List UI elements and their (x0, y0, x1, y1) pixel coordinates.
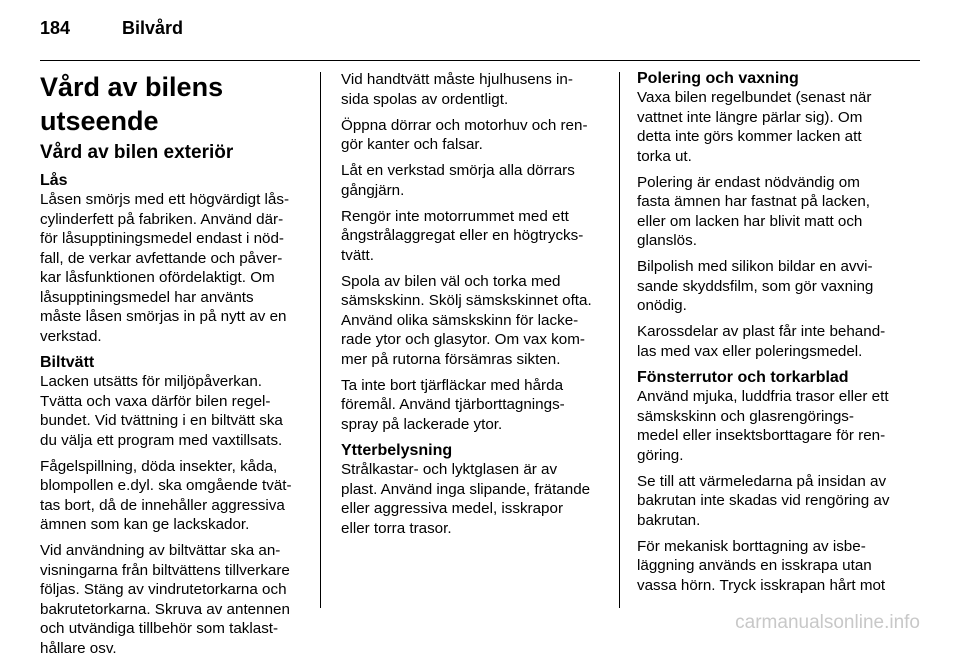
text-line: låsupptiningsmedel har använts (40, 288, 254, 306)
text-line: göring. (637, 446, 684, 464)
paragraph (341, 161, 609, 200)
paragraph (40, 190, 308, 346)
text-line: medel eller insektsborttagare för ren- (637, 427, 886, 444)
text-line: gångjärn. (341, 181, 405, 199)
text-line: Rengör inte motorrummet med ett (341, 207, 569, 225)
section-heading: Lås (40, 172, 68, 189)
paragraph (341, 70, 609, 109)
text-line: Tvätta och vaxa därför bilen regel- (40, 392, 271, 410)
text-line: för låsupptiningsmedel endast i nöd- (40, 230, 284, 247)
paragraph (341, 272, 609, 370)
text-line: du välja ett program med vaxtillsats. (40, 431, 283, 449)
paragraph (40, 372, 308, 450)
text-line: Vid användning av biltvättar ska an- (40, 542, 281, 559)
text-line: fall, de verkar avfettande och påver- (40, 249, 283, 267)
text-line: glanslös. (637, 232, 697, 249)
paragraph (341, 207, 609, 266)
text-line: och utvändiga tillbehör som taklast- (40, 620, 279, 637)
text-line: eller om lacken har blivit matt och (637, 212, 863, 230)
section-heading: Ytterbelysning (341, 442, 453, 459)
column-2 (341, 70, 609, 545)
text-line: torka ut. (637, 147, 692, 165)
text-line: las med vax eller poleringsmedel. (637, 342, 863, 360)
section-heading: Biltvätt (40, 354, 95, 371)
text-line: ämnen som kan ge lackskador. (40, 516, 250, 533)
text-line: bakrutan. (637, 511, 701, 529)
paragraph (40, 457, 308, 535)
text-line: mer på rutorna försämras sikten. (341, 350, 561, 368)
page-title: Vård av bilens utseende (40, 72, 224, 136)
page-number: 184 (40, 18, 71, 38)
header-divider (40, 60, 920, 61)
text-line: läggning används en isskrapa utan (637, 557, 872, 574)
paragraph (40, 541, 308, 658)
text-line: Använd mjuka, luddfria trasor eller ett (637, 388, 889, 405)
text-line: Se till att värmeledarna på insidan av (637, 472, 887, 490)
paragraph (637, 472, 907, 531)
text-line: vattnet inte längre pärlar sig). Om (637, 108, 863, 126)
watermark: carmanualsonline.info (735, 612, 920, 633)
column-3-body (637, 70, 907, 595)
text-line: eller aggressiva medel, isskrapor (341, 500, 563, 517)
text-line: sämskskinn och glasrengörings- (637, 407, 854, 425)
text-line: bakrutan inte skadas vid rengöring av (637, 492, 890, 509)
text-line: gör kanter och falsar. (341, 136, 483, 153)
text-line: blompollen e.dyl. ska omgående tvät- (40, 477, 292, 494)
text-line: För mekanisk borttagning av isbe- (637, 537, 866, 555)
paragraph (637, 88, 907, 166)
text-line: följas. Stäng av vindrutetorkarna och (40, 581, 287, 598)
text-line: Låsen smörjs med ett högvärdigt lås- (40, 191, 290, 208)
text-line: Spola av bilen väl och torka med (341, 272, 561, 290)
text-line: eller torra trasor. (341, 519, 452, 537)
text-line: måste låsen smörjas in på nytt av en (40, 308, 287, 325)
paragraph (341, 376, 609, 435)
text-line: bundet. Vid tvättning i en biltvätt ska (40, 412, 283, 429)
chapter-title: Bilvård (122, 18, 184, 38)
text-line: Öppna dörrar och motorhuv och ren- (341, 116, 588, 134)
page-subtitle: Vård av bilen exteriör (40, 142, 234, 163)
page-header (40, 18, 920, 46)
text-line: rade ytor och glasytor. Om vax kom- (341, 331, 585, 348)
column-divider-2 (619, 72, 620, 608)
text-line: Ta inte bort tjärfläckar med hårda (341, 376, 564, 394)
paragraph (637, 537, 907, 596)
text-line: spray på lackerade ytor. (341, 415, 503, 433)
text-line: Vaxa bilen regelbundet (senast när (637, 89, 872, 106)
column-divider-1 (320, 72, 321, 608)
text-line: bakrutetorkarna. Skruva av antennen (40, 600, 290, 618)
text-line: vassa hörn. Tryck isskrapan hårt mot (637, 576, 886, 594)
text-line: kar låsfunktionen ofördelaktigt. Om (40, 269, 275, 286)
paragraph (341, 460, 609, 538)
text-line: cylinderfett på fabriken. Använd där- (40, 210, 284, 228)
text-line: Karossdelar av plast får inte behand- (637, 323, 886, 340)
text-line: föremål. Använd tjärborttagnings- (341, 396, 565, 413)
text-line: tas bort, då de innehåller aggressiva (40, 496, 285, 514)
text-line: verkstad. (40, 327, 102, 345)
section-heading: Polering och vaxning (637, 70, 799, 87)
paragraph (637, 387, 907, 465)
text-line: Låt en verkstad smörja alla dörrars (341, 162, 575, 179)
column-3 (637, 70, 907, 602)
column-1-body (40, 172, 308, 658)
section-heading: Fönsterrutor och torkarblad (637, 369, 849, 386)
text-line: Polering är endast nödvändig om (637, 173, 860, 191)
text-line: visningarna från biltvättens tillverkare (40, 561, 290, 579)
text-line: sämskskinn. Skölj sämskskinnet ofta. (341, 292, 592, 309)
text-line: sande skyddsfilm, som gör vaxning (637, 277, 874, 295)
paragraph (341, 116, 609, 155)
text-line: detta inte görs kommer lacken att (637, 128, 862, 145)
text-line: Lacken utsätts för miljöpåverkan. (40, 373, 263, 390)
text-line: hållare osv. (40, 639, 117, 657)
text-line: sida spolas av ordentligt. (341, 90, 509, 108)
column-1 (40, 70, 308, 665)
text-line: onödig. (637, 297, 687, 314)
text-line: Använd olika sämskskinn för lacke- (341, 311, 579, 329)
text-line: ångstrålaggregat eller en högtrycks- (341, 227, 584, 244)
text-line: Fågelspillning, döda insekter, kåda, (40, 457, 278, 475)
column-2-body (341, 70, 609, 538)
paragraph (637, 322, 907, 361)
text-line: Vid handtvätt måste hjulhusens in- (341, 71, 573, 88)
paragraph (637, 173, 907, 251)
text-line: tvätt. (341, 246, 374, 264)
text-line: fasta ämnen har fastnat på lacken, (637, 193, 871, 210)
text-line: Strålkastar- och lyktglasen är av (341, 461, 558, 478)
text-line: Bilpolish med silikon bildar en avvi- (637, 258, 873, 275)
paragraph (637, 257, 907, 316)
text-line: plast. Använd inga slipande, frätande (341, 480, 591, 498)
